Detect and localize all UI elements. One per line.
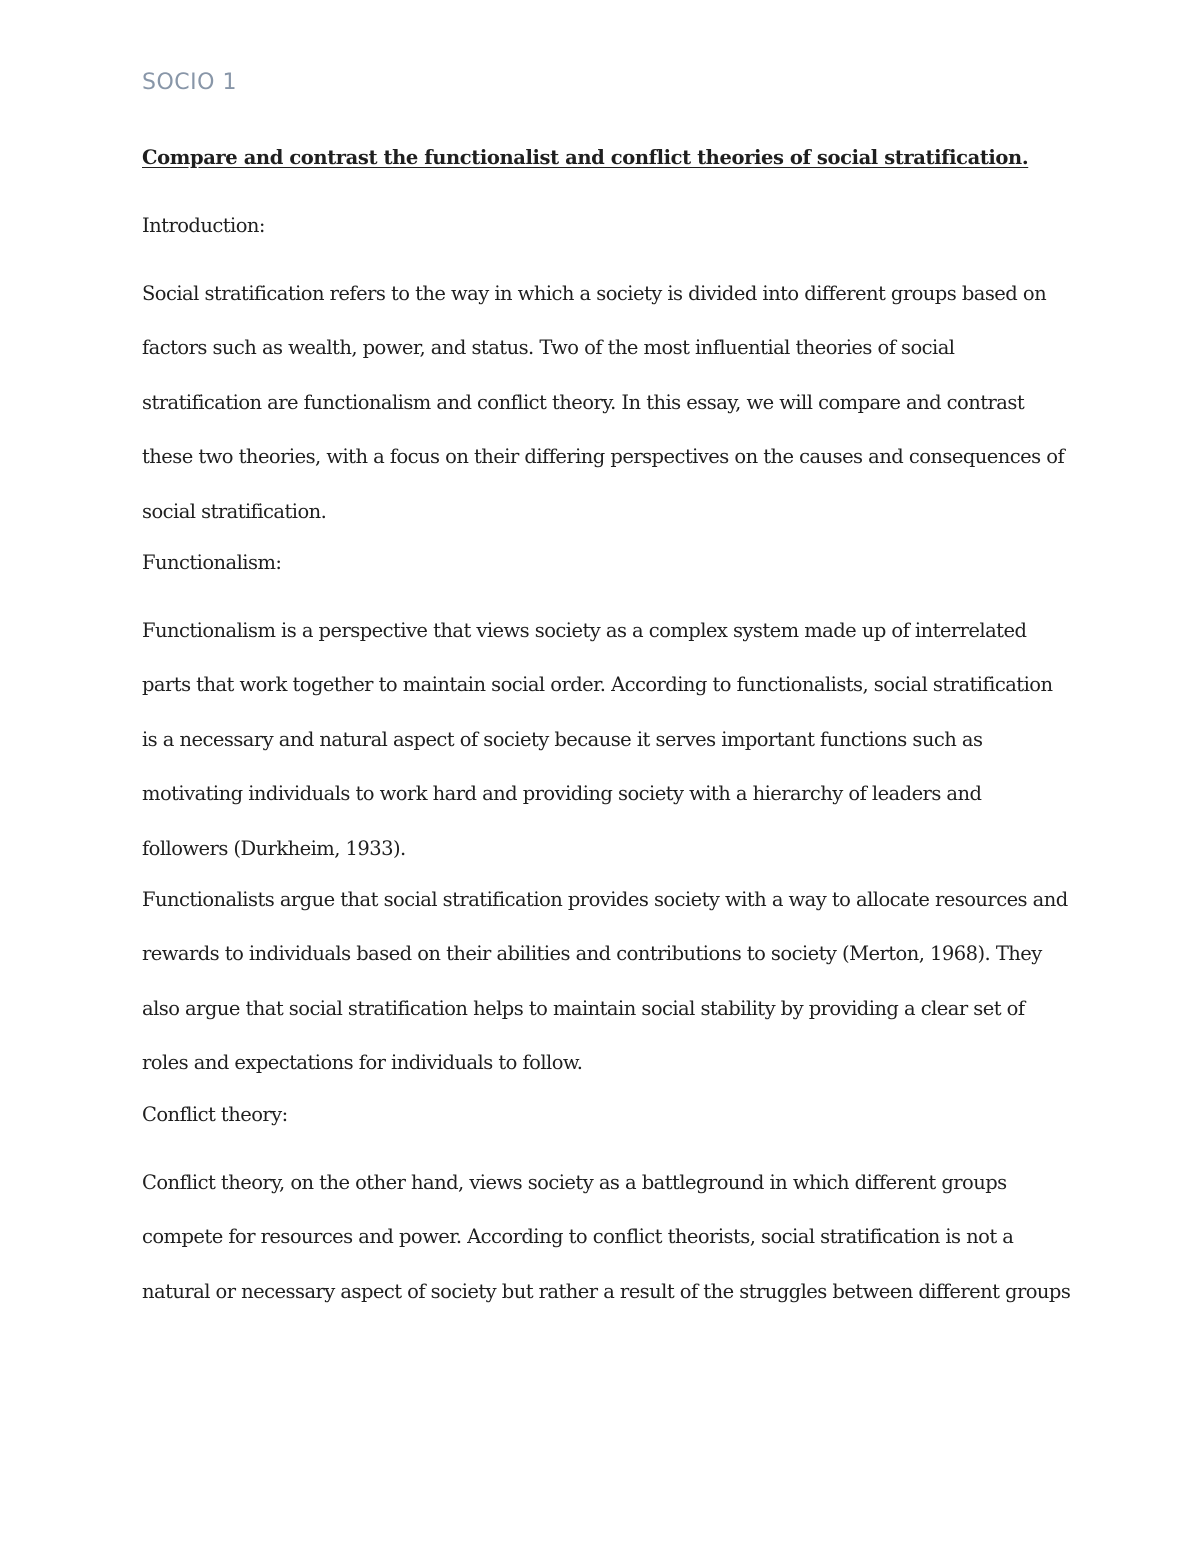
- section-heading-functionalism: Functionalism:: [142, 551, 282, 575]
- document-title: Compare and contrast the functionalist and conflict theories of social stratification.: [142, 146, 1029, 169]
- section-heading-conflict-theory: Conflict theory:: [142, 1102, 288, 1126]
- paragraph-introduction: Social stratification refers to the way in which a society is divided into different groups based on factors such as wealth, power, and status. Two of the most influential theories of social stratification are functionalism and conflict theory. In this essay, we will compare and contrast these two theories, with a focus on their differing perspectives on the causes and consequences of social stratification.: [142, 282, 1065, 523]
- page-header: SOCIO 1: [142, 70, 237, 95]
- paragraph-functionalism-1: Functionalism is a perspective that views society as a complex system made up of interrelated parts that work together to maintain social order. According to functionalists, social stratification is a necessary and natural aspect of society because it serves important functions such as motivating individuals to work hard and providing society with a hierarchy of leaders and followers (Durkheim, 1933).: [142, 619, 1053, 860]
- document-body: [142, 140, 1072, 1325]
- paragraph-functionalism-2: Functionalists argue that social stratification provides society with a way to allocate resources and rewards to individuals based on their abilities and contributions to society (Merton, 1968). They also argue that social stratification helps to maintain social stability by providing a clear set of roles and expectations for individuals to follow.: [142, 888, 1068, 1075]
- paragraph-conflict-theory: Conflict theory, on the other hand, views society as a battleground in which different groups compete for resources and power. According to conflict theorists, social stratification is not a natural or necessary aspect of society but rather a result of the struggles between different groups: [142, 1170, 1071, 1303]
- section-heading-introduction: Introduction:: [142, 214, 265, 237]
